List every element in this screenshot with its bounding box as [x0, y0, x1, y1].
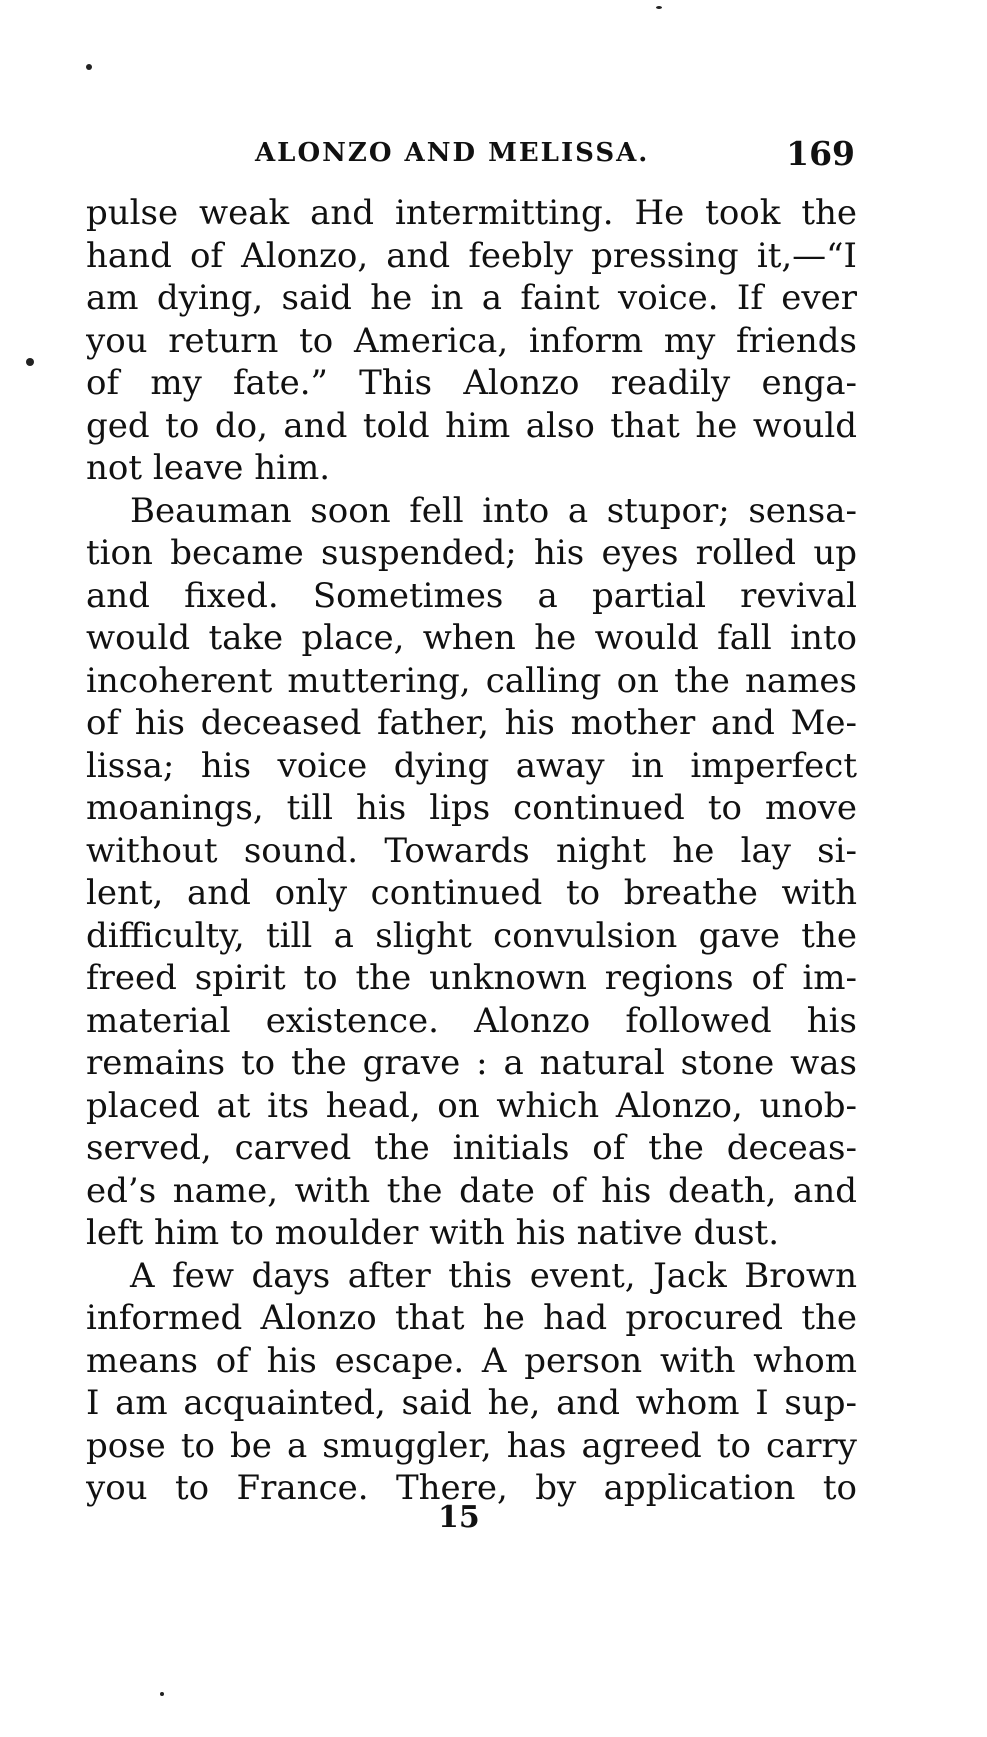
ink-speck	[26, 358, 34, 366]
text-line: ged to do, and told him also that he would	[86, 405, 857, 446]
text-line: freed spirit to the unknown regions of im-	[86, 958, 857, 998]
text-line: pose to be a smuggler, has agreed to carry	[86, 1425, 857, 1466]
signature-mark: 15	[438, 1500, 480, 1535]
ink-speck	[160, 1692, 164, 1696]
text-line: you return to America, inform my friends	[86, 320, 857, 361]
text-line: you to France. There, by application to	[86, 1468, 857, 1508]
text-line: material existence. Alonzo followed his	[86, 1000, 857, 1041]
text-line: moanings, till his lips continued to move	[86, 788, 857, 828]
text-line: Beauman soon fell into a stupor; sensa-	[130, 490, 857, 531]
text-line: incoherent muttering, calling on the names	[86, 660, 857, 701]
text-line: ed’s name, with the date of his death, and	[86, 1170, 857, 1211]
text-line: I am acquainted, said he, and whom I sup-	[86, 1383, 857, 1423]
ink-speck	[656, 6, 662, 9]
text-line: means of his escape. A person with whom	[86, 1340, 857, 1381]
text-line: am dying, said he in a faint voice. If ever	[86, 278, 857, 318]
text-line: tion became suspended; his eyes rolled up	[86, 533, 857, 573]
text-line: difficulty, till a slight convulsion gave the	[86, 915, 857, 956]
page-number: 169	[786, 134, 855, 173]
text-line: remains to the grave : a natural stone was	[86, 1043, 857, 1083]
text-line: informed Alonzo that he had procured the	[86, 1298, 857, 1338]
running-header	[255, 134, 855, 178]
paragraph	[86, 192, 857, 490]
text-line: hand of Alonzo, and feebly pressing it,—“I	[86, 235, 857, 276]
text-line: pulse weak and intermitting. He took the	[86, 193, 857, 233]
paragraph	[86, 1255, 857, 1510]
text-line: lent, and only continued to breathe with	[86, 873, 857, 913]
text-line: and fixed. Sometimes a partial revival	[86, 575, 857, 616]
text-line: of his deceased father, his mother and Me-	[86, 703, 857, 743]
text-line: not leave him.	[86, 448, 331, 488]
text-line: served, carved the initials of the deceas-	[86, 1128, 857, 1168]
text-line: A few days after this event, Jack Brown	[130, 1255, 857, 1296]
running-title: ALONZO AND MELISSA.	[255, 138, 650, 168]
ink-speck	[86, 64, 92, 70]
body-text	[86, 192, 857, 1510]
paragraph	[86, 490, 857, 1255]
text-line: lissa; his voice dying away in imperfect	[86, 745, 857, 786]
text-line: would take place, when he would fall into	[86, 618, 857, 658]
text-line: without sound. Towards night he lay si-	[86, 830, 857, 871]
text-line: placed at its head, on which Alonzo, unob-	[86, 1085, 857, 1126]
text-line: of my fate.” This Alonzo readily enga-	[86, 363, 857, 403]
text-line: left him to moulder with his native dust.	[86, 1213, 780, 1253]
